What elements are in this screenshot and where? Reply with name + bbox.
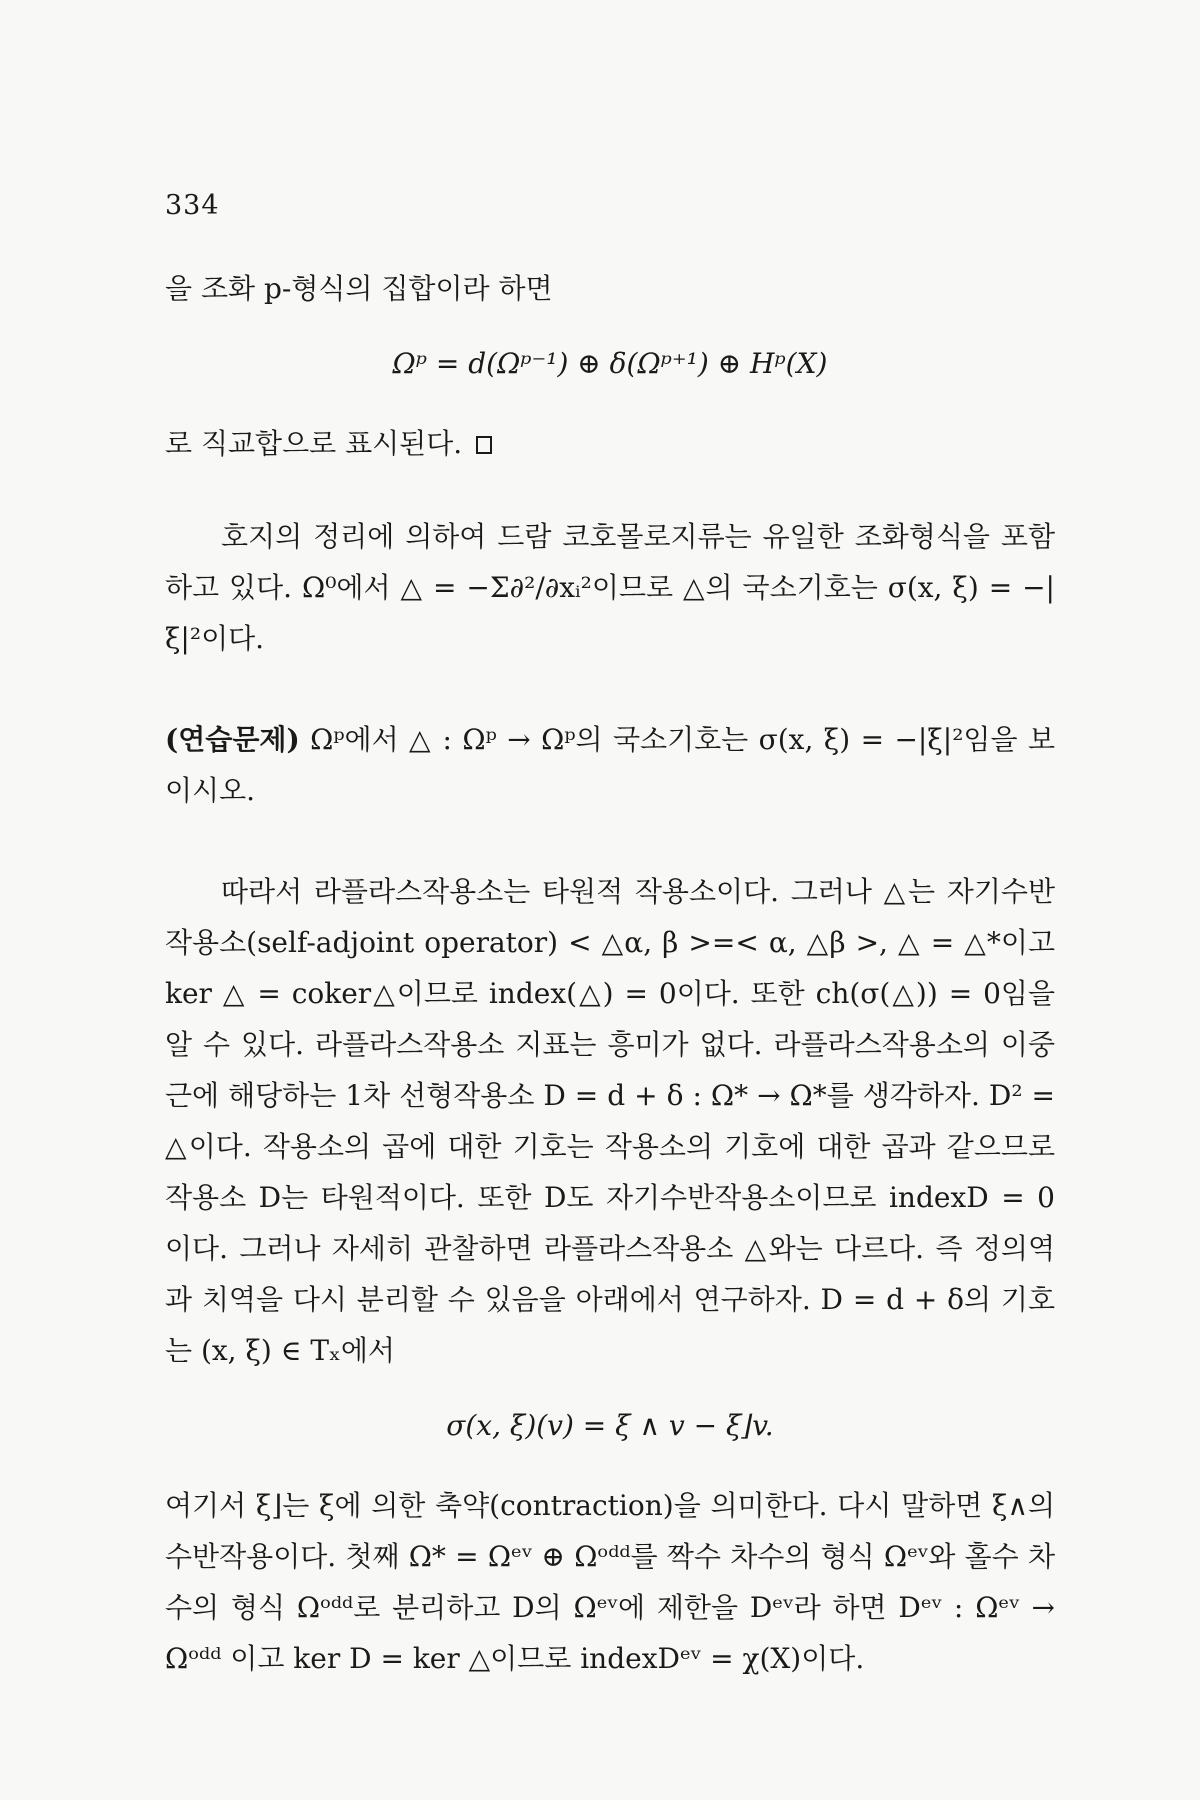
paragraph-hodge-theorem: 호지의 정리에 의하여 드람 코호몰로지류는 유일한 조화형식을 포함하고 있다. Ω⁰에서 △ = −Σ∂²/∂xᵢ²이므로 △의 국소기호는 σ(x, ξ) = −|ξ|²이다. bbox=[165, 520, 1055, 655]
text-line bbox=[165, 418, 1055, 469]
exercise-label: (연습문제) bbox=[165, 723, 300, 756]
text-line-content: 로 직교합으로 표시된다. bbox=[165, 427, 463, 460]
qed-square-icon bbox=[476, 436, 492, 454]
exercise-text: Ωᵖ에서 △ : Ωᵖ → Ωᵖ의 국소기호는 σ(x, ξ) = −|ξ|²임을 보이시오. bbox=[165, 723, 1055, 807]
paragraph-contraction: 여기서 ξ⌋는 ξ에 의한 축약(contraction)을 의미한다. 다시 말하면 ξ∧의 수반작용이다. 첫째 Ω* = Ωᵉᵛ ⊕ Ωᵒᵈᵈ를 짝수 차수의 형식 Ωᵉᵛ와 홀수 차수의 형식 Ωᵒᵈᵈ로 분리하고 D의 Ωᵉᵛ에 제한을 Dᵉᵛ라 하면 Dᵉᵛ : Ωᵉᵛ → Ωᵒᵈᵈ 이고 ker D = ker △이므로 indexDᵉᵛ = χ(X)이다. bbox=[165, 1489, 1055, 1675]
equation-orthogonal-decomposition: Ωᵖ = d(Ωᵖ⁻¹) ⊕ δ(Ωᵖ⁺¹) ⊕ Hᵖ(X) bbox=[392, 347, 828, 380]
text-line: 을 조화 p-형식의 집합이라 하면 bbox=[165, 272, 553, 305]
paragraph-laplacian: 따라서 라플라스작용소는 타원적 작용소이다. 그러나 △는 자기수반작용소(self-adjoint operator) < △α, β >=< α, △β >, △ = △*이고 ker △ = coker△이므로 index(△) = 0이다. 또한 ch(σ(△)) = 0임을 알 수 있다. 라플라스작용소 지표는 흥미가 없다. 라플라스작용소의 이중근에 해당하는 1차 선형작용소 D = d + δ : Ω* → Ω*를 생각하자. D² = △이다. 작용소의 곱에 대한 기호는 작용소의 기호에 대한 곱과 같으므로 작용소 D는 타원적이다. 또한 D도 자기수반작용소이므로 indexD = 0 이다. 그러나 자세히 관찰하면 라플라스작용소 △와는 다르다. 즉 정의역과 치역을 다시 분리할 수 있음을 아래에서 연구하자. D = d + δ의 기호는 (x, ξ) ∈ Tₓ에서 bbox=[165, 875, 1055, 1367]
page-number: 334 bbox=[165, 190, 220, 221]
exercise-paragraph bbox=[165, 714, 1055, 816]
equation-symbol-of-d: σ(x, ξ)(v) = ξ ∧ v − ξ⌋v. bbox=[446, 1409, 774, 1442]
page-body bbox=[165, 190, 1055, 1684]
